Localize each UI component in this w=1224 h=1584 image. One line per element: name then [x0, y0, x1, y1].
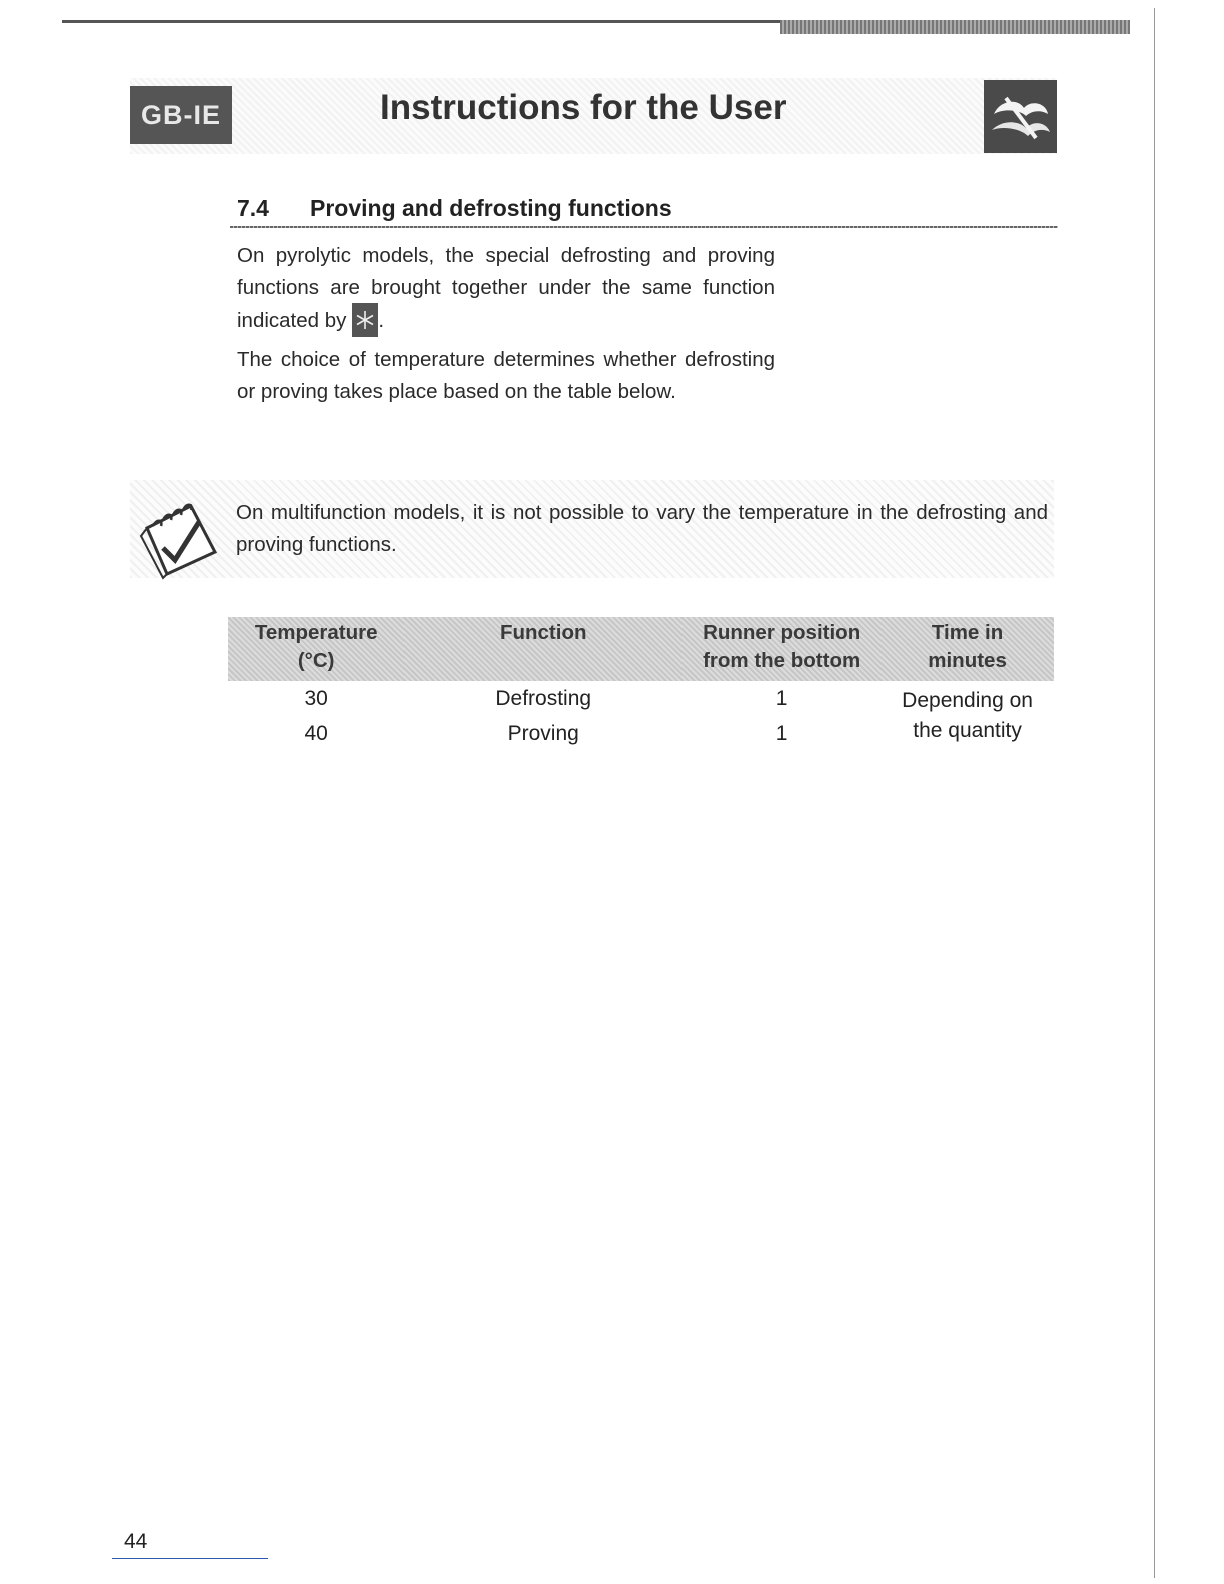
header-runner-position [682, 617, 881, 681]
cell-temperature: 40 [304, 722, 328, 745]
page-number: 44 [124, 1530, 148, 1553]
cell-time-line2: the quantity [913, 719, 1022, 742]
header-time-line2: minutes [928, 649, 1007, 672]
table-header-row [228, 617, 1054, 681]
header-runner-line2: from the bottom [703, 649, 861, 672]
note-text [236, 497, 1048, 560]
cell-runner-position: 1 [775, 722, 788, 745]
paragraph-1-text: On pyrolytic models, the special defrosting and proving functions are brought together under the same function indicated by [237, 244, 775, 332]
cell-runner-position: 1 [775, 687, 788, 710]
table-row [228, 681, 1054, 716]
section-heading [237, 195, 672, 222]
cell-function: Proving [507, 722, 579, 745]
note-paragraph: On multifunction models, it is not possible to vary the temperature in the defrosting and proving functions. [236, 501, 1048, 556]
cell-time [881, 681, 1054, 751]
header-temperature [228, 617, 404, 681]
cell-temperature: 30 [304, 687, 328, 710]
defrost-proving-function-icon [352, 303, 378, 337]
section-title: Proving and defrosting functions [310, 195, 672, 221]
section-number: 7.4 [237, 195, 269, 221]
language-badge: GB-IE [130, 86, 232, 144]
notepad-check-icon [133, 490, 223, 585]
header-temperature-line2: (°C) [297, 649, 335, 672]
header-temperature-line1: Temperature [254, 621, 378, 644]
header-function [404, 617, 682, 681]
header-time-line1: Time in [931, 621, 1004, 644]
top-rule-accent [780, 20, 1130, 34]
paragraph-2: The choice of temperature determines whether defrosting or proving takes place based on the table below. [237, 348, 775, 403]
user-manual-icon [984, 80, 1057, 153]
paragraph-1-end: . [378, 309, 385, 332]
header-time [881, 617, 1054, 681]
page-title: Instructions for the User [380, 88, 787, 127]
paragraph-1 [237, 240, 775, 337]
cell-time-line1: Depending on [902, 689, 1033, 712]
body-text [237, 240, 775, 407]
right-margin-rule [1154, 8, 1155, 1578]
section-rule [230, 226, 1058, 228]
header-runner-line1: Runner position [703, 621, 861, 644]
function-table [228, 617, 1054, 751]
cell-function: Defrosting [495, 687, 592, 710]
header-function-label: Function [499, 621, 587, 644]
page-number-rule [112, 1558, 268, 1559]
